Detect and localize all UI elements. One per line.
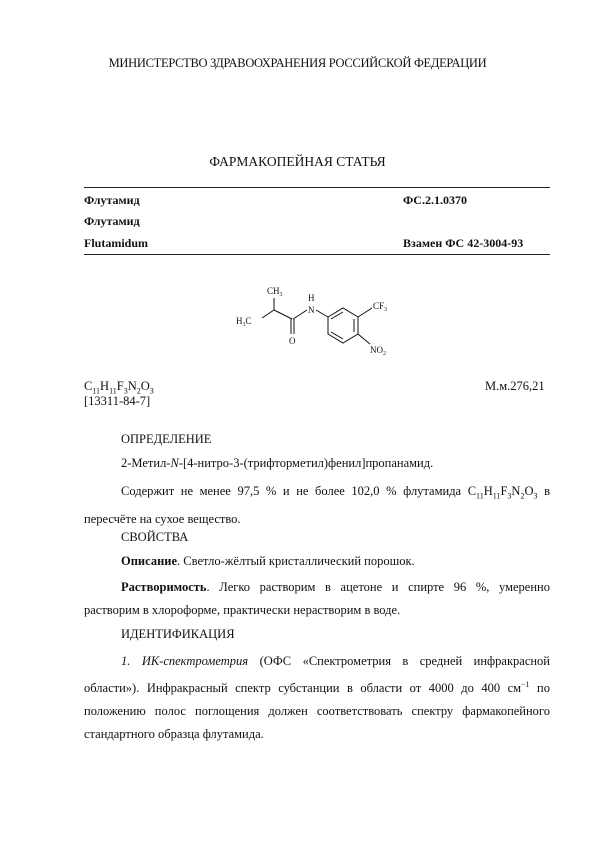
replaces-article: Взамен ФС 42-3004-93: [403, 236, 524, 250]
ir-paragraph: 1. ИК-спектрометрия (ОФС «Спектрометрия в средней инфракрасной области»). Инфракрасный спектр субстанции в области от 4000 до 400 $см^{-1}$ по положению полос поглощения должен соответствовать спектру фармакопейного стандартного образца флутамида.: [84, 654, 550, 742]
label-h3c: $H_3C$: [236, 316, 252, 328]
top-divider: [84, 187, 550, 188]
label-ch3: $CH_3$: [267, 286, 283, 298]
identification-heading: ИДЕНТИФИКАЦИЯ: [121, 627, 235, 641]
label-cf3: $CF_3$: [373, 301, 388, 313]
label-no2: $NO_2$: [370, 345, 386, 357]
label-n: N: [308, 305, 315, 315]
chemical-name: 2-Метил-N-[4-нитро-3-(трифторметил)фенил]пропанамид.: [121, 456, 434, 470]
drug-name-ru-2: Флутамид: [84, 214, 140, 228]
structural-formula: [230, 272, 420, 364]
molecular-weight: М.м.276,21: [485, 379, 545, 393]
drug-name-latin: Flutamidum: [84, 236, 149, 250]
content-paragraph: Содержит не менее 97,5 % и не более 102,0 % флутамида $C_{11}H_{11}F_3N_2O_3$ в пересчёте на сухое вещество.: [84, 484, 550, 526]
drug-name-ru: Флутамид: [84, 193, 140, 207]
solubility-paragraph: Растворимость. Легко растворим в ацетоне и спирте 96 %, умеренно растворим в хлороформе, практически нерастворим в воде.: [84, 580, 550, 617]
properties-heading: СВОЙСТВА: [121, 530, 189, 544]
article-code: ФС.2.1.0370: [403, 193, 467, 207]
definition-heading: ОПРЕДЕЛЕНИЕ: [121, 432, 212, 446]
cas-number: [13311-84-7]: [84, 394, 151, 408]
ministry-title: МИНИСТЕРСТВО ЗДРАВООХРАНЕНИЯ РОССИЙСКОЙ ФЕДЕРАЦИИ: [108, 56, 487, 70]
bottom-divider: [84, 254, 550, 255]
description-line: Описание. Светло-жёлтый кристаллический порошок.: [121, 554, 415, 568]
molecular-formula: $C_{11}H_{11}F_3N_2O_3$: [84, 379, 154, 396]
label-o: O: [289, 336, 296, 346]
article-type-title: ФАРМАКОПЕЙНАЯ СТАТЬЯ: [209, 154, 386, 169]
label-nh-h: H: [308, 293, 315, 303]
